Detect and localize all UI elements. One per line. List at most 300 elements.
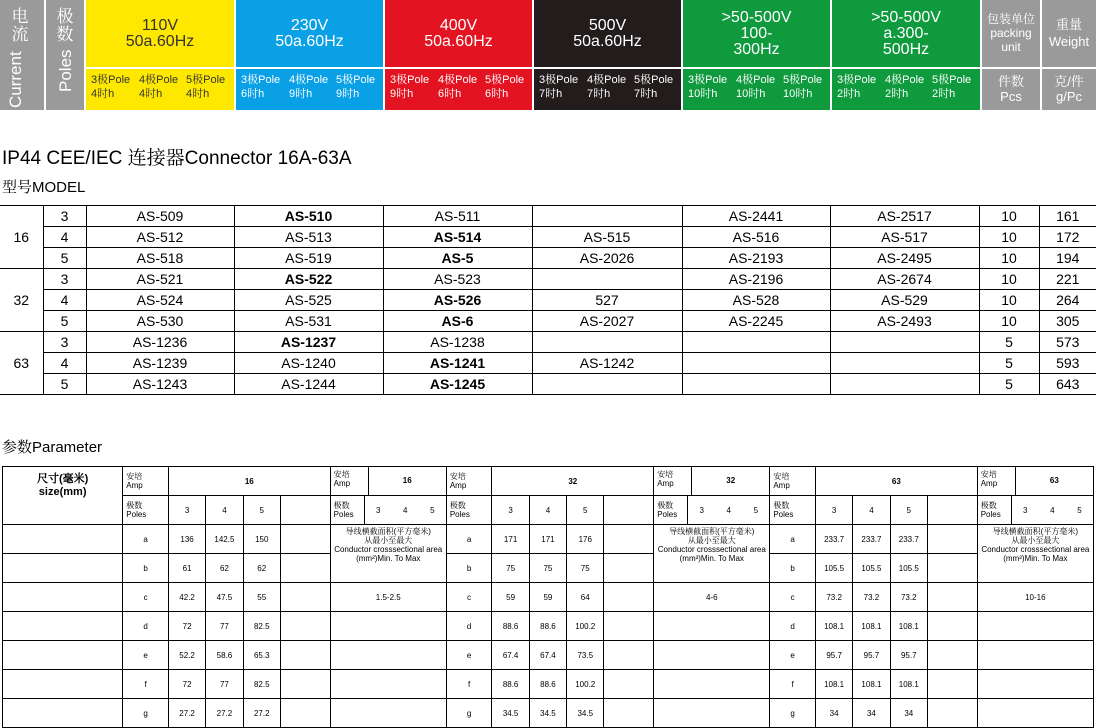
model-cell: AS-1243 [86, 374, 234, 395]
area-amp-combo [330, 467, 446, 496]
param-amp-row [3, 467, 1094, 496]
model-cell: AS-2495 [830, 248, 979, 269]
blank-cell [654, 699, 770, 728]
pcs-cell: 10 [979, 311, 1039, 332]
band-pole-label: 3极Pole [241, 74, 281, 86]
blank-cell [604, 554, 654, 583]
band-pole-label: 5极Pole [783, 74, 823, 86]
amp-label-cell [770, 467, 816, 496]
dim-letter-cell: g [123, 699, 169, 728]
dim-value-cell: 75 [492, 554, 529, 583]
pole-num-cell: 3 [492, 496, 529, 525]
packing-en1: packing [990, 26, 1032, 40]
model-cell: AS-1237 [234, 332, 383, 353]
model-row [0, 206, 1096, 227]
dim-value-cell: 105.5 [853, 554, 890, 583]
dim-value-cell: 59 [529, 583, 566, 612]
blank-cell [280, 583, 330, 612]
model-row [0, 227, 1096, 248]
weight-cell: 221 [1039, 269, 1096, 290]
parameter-label: 参数Parameter [2, 439, 103, 456]
voltage-band-line: 50a.60Hz [573, 32, 642, 50]
amp-value-cell: 32 [492, 467, 654, 496]
model-cell: AS-526 [383, 290, 532, 311]
dim-value-cell: 171 [492, 525, 529, 554]
model-cell: AS-2196 [682, 269, 830, 290]
dim-letter-cell: c [123, 583, 169, 612]
area-amp-value: 16 [402, 476, 412, 485]
dim-value-cell: 88.6 [529, 612, 566, 641]
weight-header [1042, 0, 1096, 110]
pcs-cell: 5 [979, 332, 1039, 353]
pcs-cell: 5 [979, 374, 1039, 395]
blank-cell [977, 612, 1093, 641]
poles-label-zh: 极数 [333, 501, 350, 510]
dim-letter-cell: b [123, 554, 169, 583]
area-en2: (mm²)Min. To Max [1003, 554, 1068, 563]
size-zh: 尺寸(毫米) [36, 473, 89, 485]
blank-cell [280, 641, 330, 670]
model-cell: AS-2026 [532, 248, 682, 269]
band-pole-label: 5极Pole [634, 74, 674, 86]
pcs-cell: 10 [979, 248, 1039, 269]
dim-value-cell: 34 [815, 699, 852, 728]
voltage-band-2 [385, 0, 532, 110]
model-cell: AS-514 [383, 227, 532, 248]
pole-num-cell: 3 [815, 496, 852, 525]
poles-label [978, 496, 1012, 524]
dim-value-cell: 75 [567, 554, 604, 583]
band-pole-label: 4极Pole [885, 74, 925, 86]
area-zh2: 从最小至最大 [1011, 536, 1060, 545]
band-hours-label: 7时h [539, 88, 563, 100]
dim-value-cell: 82.5 [243, 670, 280, 699]
area-amp-value: 63 [1049, 476, 1059, 485]
voltage-band-4 [683, 0, 830, 110]
weight-cell: 161 [1039, 206, 1096, 227]
current-en: Current [6, 51, 25, 108]
band-pole-label: 4极Pole [587, 74, 627, 86]
dim-letter-cell: a [123, 525, 169, 554]
dim-letter-cell: e [446, 641, 492, 670]
pcs-cell: 5 [979, 353, 1039, 374]
spec-header [0, 0, 1096, 112]
model-cell: AS-529 [830, 290, 979, 311]
amp-label [978, 467, 1016, 495]
dim-value-cell: 34.5 [567, 699, 604, 728]
model-cell [532, 374, 682, 395]
band-pole-label: 4极Pole [139, 74, 179, 86]
poles-label-zh: 极数 [773, 501, 790, 510]
model-cell: AS-1245 [383, 374, 532, 395]
poles-label [654, 496, 688, 524]
weight-cell: 573 [1039, 332, 1096, 353]
blank-cell [604, 496, 654, 525]
param-dim-row [3, 554, 1094, 583]
model-cell: AS-524 [86, 290, 234, 311]
dim-value-cell: 47.5 [206, 583, 243, 612]
voltage-band-line: 100- [740, 24, 773, 42]
pole-cell: 4 [43, 290, 86, 311]
weight-zh: 重量 [1055, 17, 1082, 32]
voltage-band-line: 500V [588, 16, 627, 34]
pole-num: 3 [1023, 505, 1028, 515]
pole-num: 4 [403, 505, 408, 515]
blank-cell [3, 670, 123, 699]
model-row [0, 374, 1096, 395]
model-cell: AS-5 [383, 248, 532, 269]
blank-cell [280, 525, 330, 554]
blank-cell [604, 641, 654, 670]
dim-value-cell: 108.1 [890, 612, 927, 641]
dim-letter-cell: e [770, 641, 816, 670]
area-en: Conductor crosssectional area [334, 545, 443, 554]
blank-cell [604, 670, 654, 699]
dim-value-cell: 52.2 [168, 641, 205, 670]
pole-cell: 4 [43, 227, 86, 248]
amp-label-zh: 安培 [980, 470, 997, 479]
poles-label-en: Poles [449, 510, 470, 519]
dim-value-cell: 77 [206, 612, 243, 641]
model-cell: AS-2245 [682, 311, 830, 332]
blank-cell [330, 699, 446, 728]
blank-cell [3, 641, 123, 670]
packing-zh2: 件数 [997, 74, 1024, 89]
voltage-band-line: a.300- [883, 24, 929, 42]
amp-label-en: Amp [980, 479, 998, 488]
voltage-band-1 [236, 0, 383, 110]
weight-en2: g/Pc [1055, 89, 1082, 104]
blank-cell [927, 670, 977, 699]
area-amp-value: 32 [726, 476, 736, 485]
model-row [0, 332, 1096, 353]
amp-label-cell [446, 467, 492, 496]
weight-cell: 194 [1039, 248, 1096, 269]
dim-value-cell: 233.7 [815, 525, 852, 554]
pole-cell: 3 [43, 269, 86, 290]
dim-letter-cell: f [123, 670, 169, 699]
dim-value-cell: 67.4 [529, 641, 566, 670]
dim-letter-cell: d [446, 612, 492, 641]
poles-label-en: Poles [980, 510, 1001, 519]
poles-label-zh: 极数 [980, 501, 997, 510]
model-cell: AS-1240 [234, 353, 383, 374]
dim-value-cell: 75 [529, 554, 566, 583]
dim-value-cell: 59 [492, 583, 529, 612]
param-dim-row [3, 583, 1094, 612]
area-en2: (mm²)Min. To Max [679, 554, 744, 563]
voltage-band-label [86, 0, 234, 67]
band-hours-label: 2时h [885, 88, 909, 100]
band-hours-label: 7时h [587, 88, 611, 100]
poles-label-en: Poles [333, 510, 354, 519]
pole-num: 3 [699, 505, 704, 515]
band-pole-label: 3极Pole [688, 74, 728, 86]
amp-label-en: Amp [126, 481, 143, 490]
model-cell: AS-511 [383, 206, 532, 227]
model-cell: AS-1239 [86, 353, 234, 374]
model-cell: 527 [532, 290, 682, 311]
pcs-cell: 10 [979, 290, 1039, 311]
model-cell: AS-521 [86, 269, 234, 290]
dim-value-cell: 34.5 [529, 699, 566, 728]
blank-cell [654, 612, 770, 641]
amp-cell: 32 [0, 269, 43, 332]
blank-cell [3, 612, 123, 641]
band-hours-label: 9时h [336, 88, 360, 100]
model-cell: AS-509 [86, 206, 234, 227]
dim-value-cell: 65.3 [243, 641, 280, 670]
dim-letter-cell: a [770, 525, 816, 554]
voltage-band-line: 400V [439, 16, 478, 34]
area-poles-combo [330, 496, 446, 525]
band-hours-label: 6时h [485, 88, 509, 100]
pcs-cell: 10 [979, 227, 1039, 248]
blank-cell [604, 583, 654, 612]
area-zh2: 从最小至最大 [364, 536, 413, 545]
model-cell: AS-2027 [532, 311, 682, 332]
model-cell [682, 353, 830, 374]
amp-label-en: Amp [449, 481, 467, 490]
band-hours-label: 7时h [634, 88, 658, 100]
blank-cell [280, 554, 330, 583]
amp-label-en: Amp [773, 481, 790, 490]
poles-en: Poles [56, 49, 75, 92]
model-row [0, 353, 1096, 374]
dim-value-cell: 88.6 [492, 670, 529, 699]
model-row [0, 311, 1096, 332]
dim-value-cell: 142.5 [206, 525, 243, 554]
dim-value-cell: 67.4 [492, 641, 529, 670]
pole-num: 3 [375, 505, 381, 515]
area-zh: 导线横截面积(平方毫米) [345, 527, 431, 536]
dim-value-cell: 100.2 [567, 670, 604, 699]
voltage-band-3 [534, 0, 681, 110]
model-cell: AS-516 [682, 227, 830, 248]
dim-value-cell: 233.7 [853, 525, 890, 554]
dim-value-cell: 73.2 [853, 583, 890, 612]
area-poles-combo [977, 496, 1093, 525]
model-cell: AS-2517 [830, 206, 979, 227]
size-en: size(mm) [38, 486, 87, 498]
packing-en2: unit [1001, 40, 1021, 54]
dim-value-cell: 62 [243, 554, 280, 583]
area-en: Conductor crosssectional area [657, 545, 766, 554]
model-cell: AS-522 [234, 269, 383, 290]
pole-cell: 3 [43, 206, 86, 227]
dim-value-cell: 27.2 [168, 699, 205, 728]
current-zh: 电流 [11, 7, 29, 44]
pole-num-cell: 5 [243, 496, 280, 525]
amp-label-zh: 安培 [333, 470, 350, 479]
pole-num-cell: 4 [529, 496, 566, 525]
model-cell: AS-525 [234, 290, 383, 311]
dim-value-cell: 42.2 [168, 583, 205, 612]
dim-value-cell: 58.6 [206, 641, 243, 670]
pole-cell: 5 [43, 374, 86, 395]
model-row [0, 248, 1096, 269]
voltage-band-line: 50a.60Hz [125, 32, 195, 50]
model-cell [682, 332, 830, 353]
dim-value-cell: 34.5 [492, 699, 529, 728]
page-title: IP44 CEE/IEC 连接器Connector 16A-63A [2, 148, 352, 169]
dim-value-cell: 233.7 [890, 525, 927, 554]
area-range-cell: 1.5-2.5 [330, 583, 446, 612]
voltage-band-label [236, 0, 383, 67]
poles-zh: 极数 [56, 7, 74, 44]
poles-column-header [46, 0, 84, 110]
blank-cell [604, 525, 654, 554]
voltage-band-label [832, 0, 980, 67]
weight-cell: 305 [1039, 311, 1096, 332]
blank-cell [330, 641, 446, 670]
pole-num: 5 [1077, 505, 1082, 515]
param-dim-row [3, 699, 1094, 728]
blank-cell [280, 612, 330, 641]
band-pole-label: 3极Pole [390, 74, 430, 86]
dim-value-cell: 100.2 [567, 612, 604, 641]
voltage-band-line: >50-500V [871, 8, 941, 26]
model-cell: AS-6 [383, 311, 532, 332]
amp-value-cell: 16 [168, 467, 330, 496]
model-row [0, 269, 1096, 290]
model-cell [830, 353, 979, 374]
band-hours-label: 2时h [932, 88, 956, 100]
blank-cell [927, 496, 977, 525]
model-cell [682, 374, 830, 395]
model-cell: AS-1236 [86, 332, 234, 353]
blank-cell [927, 612, 977, 641]
poles-label-cell [446, 496, 492, 525]
dim-value-cell: 136 [168, 525, 205, 554]
pole-num-cell: 5 [890, 496, 927, 525]
poles-label-zh: 极数 [449, 501, 466, 510]
blank-cell [604, 612, 654, 641]
model-cell: AS-2441 [682, 206, 830, 227]
band-pole-label: 3极Pole [539, 74, 579, 86]
weight-cell: 172 [1039, 227, 1096, 248]
dim-value-cell: 72 [168, 670, 205, 699]
model-cell: AS-2193 [682, 248, 830, 269]
area-text-cell [977, 525, 1093, 583]
area-zh: 导线横截面积(平方毫米) [992, 527, 1079, 536]
band-hours-label: 4时h [186, 88, 210, 100]
model-label: 型号MODEL [2, 179, 86, 196]
dim-letter-cell: c [446, 583, 492, 612]
area-range-cell: 4-6 [654, 583, 770, 612]
voltage-band-line: 300Hz [733, 40, 780, 58]
packing-pcs: Pcs [1000, 89, 1022, 104]
dim-value-cell: 55 [243, 583, 280, 612]
dim-value-cell: 27.2 [243, 699, 280, 728]
dim-value-cell: 108.1 [853, 670, 890, 699]
blank-cell [3, 583, 123, 612]
dim-letter-cell: f [446, 670, 492, 699]
packing-zh: 包装单位 [986, 12, 1035, 26]
param-dim-row [3, 525, 1094, 554]
blank-cell [977, 670, 1093, 699]
dim-letter-cell: c [770, 583, 816, 612]
model-cell: AS-519 [234, 248, 383, 269]
dim-value-cell: 108.1 [890, 670, 927, 699]
pole-num-cell: 3 [168, 496, 205, 525]
pole-num-cell: 4 [206, 496, 243, 525]
band-pole-label: 5极Pole [485, 74, 525, 86]
band-pole-label: 5极Pole [336, 74, 376, 86]
current-column-header [0, 0, 44, 110]
voltage-band-line: >50-500V [721, 8, 792, 26]
model-cell [532, 332, 682, 353]
dim-value-cell: 108.1 [815, 670, 852, 699]
amp-cell: 16 [0, 206, 43, 269]
voltage-band-line: 110V [141, 16, 179, 34]
amp-label-zh: 安培 [449, 472, 466, 481]
dim-value-cell: 95.7 [890, 641, 927, 670]
dim-letter-cell: b [770, 554, 816, 583]
blank-cell [977, 699, 1093, 728]
blank-cell [3, 699, 123, 728]
blank-cell [280, 670, 330, 699]
blank-cell [604, 699, 654, 728]
dim-value-cell: 82.5 [243, 612, 280, 641]
blank-cell [927, 583, 977, 612]
model-cell [830, 374, 979, 395]
blank-cell [654, 670, 770, 699]
amp-label-zh: 安培 [773, 472, 790, 481]
pole-num: 5 [430, 505, 435, 515]
pcs-cell: 10 [979, 269, 1039, 290]
voltage-band-0 [86, 0, 234, 110]
band-hours-label: 4时h [91, 88, 115, 100]
dim-value-cell: 105.5 [815, 554, 852, 583]
blank-cell [977, 641, 1093, 670]
amp-label [654, 467, 692, 495]
dim-value-cell: 72 [168, 612, 205, 641]
model-cell: AS-512 [86, 227, 234, 248]
band-pole-label: 5极Pole [932, 74, 972, 86]
dim-value-cell: 34 [853, 699, 890, 728]
blank-cell [280, 496, 330, 525]
band-pole-label: 4极Pole [289, 74, 329, 86]
model-cell: AS-513 [234, 227, 383, 248]
voltage-band-5 [832, 0, 980, 110]
area-zh2: 从最小至最大 [687, 536, 736, 545]
area-text-cell [330, 525, 446, 583]
area-en: Conductor crosssectional area [981, 545, 1090, 554]
amp-label-zh: 安培 [126, 472, 143, 481]
area-en2: (mm²)Min. To Max [356, 554, 421, 563]
blank-cell [330, 670, 446, 699]
pole-cell: 3 [43, 332, 86, 353]
dim-value-cell: 150 [243, 525, 280, 554]
model-cell: AS-518 [86, 248, 234, 269]
model-cell: AS-523 [383, 269, 532, 290]
band-hours-label: 6时h [438, 88, 462, 100]
voltage-band-label [534, 0, 681, 67]
dim-letter-cell: f [770, 670, 816, 699]
size-label-cell [3, 467, 123, 525]
pole-cell: 4 [43, 353, 86, 374]
poles-label-zh: 极数 [126, 501, 143, 510]
dim-value-cell: 105.5 [890, 554, 927, 583]
dim-value-cell: 77 [206, 670, 243, 699]
dim-value-cell: 176 [567, 525, 604, 554]
model-cell: AS-517 [830, 227, 979, 248]
dim-value-cell: 34 [890, 699, 927, 728]
voltage-band-line: 230V [290, 16, 329, 34]
amp-label-zh: 安培 [657, 470, 674, 479]
band-hours-label: 4时h [139, 88, 163, 100]
